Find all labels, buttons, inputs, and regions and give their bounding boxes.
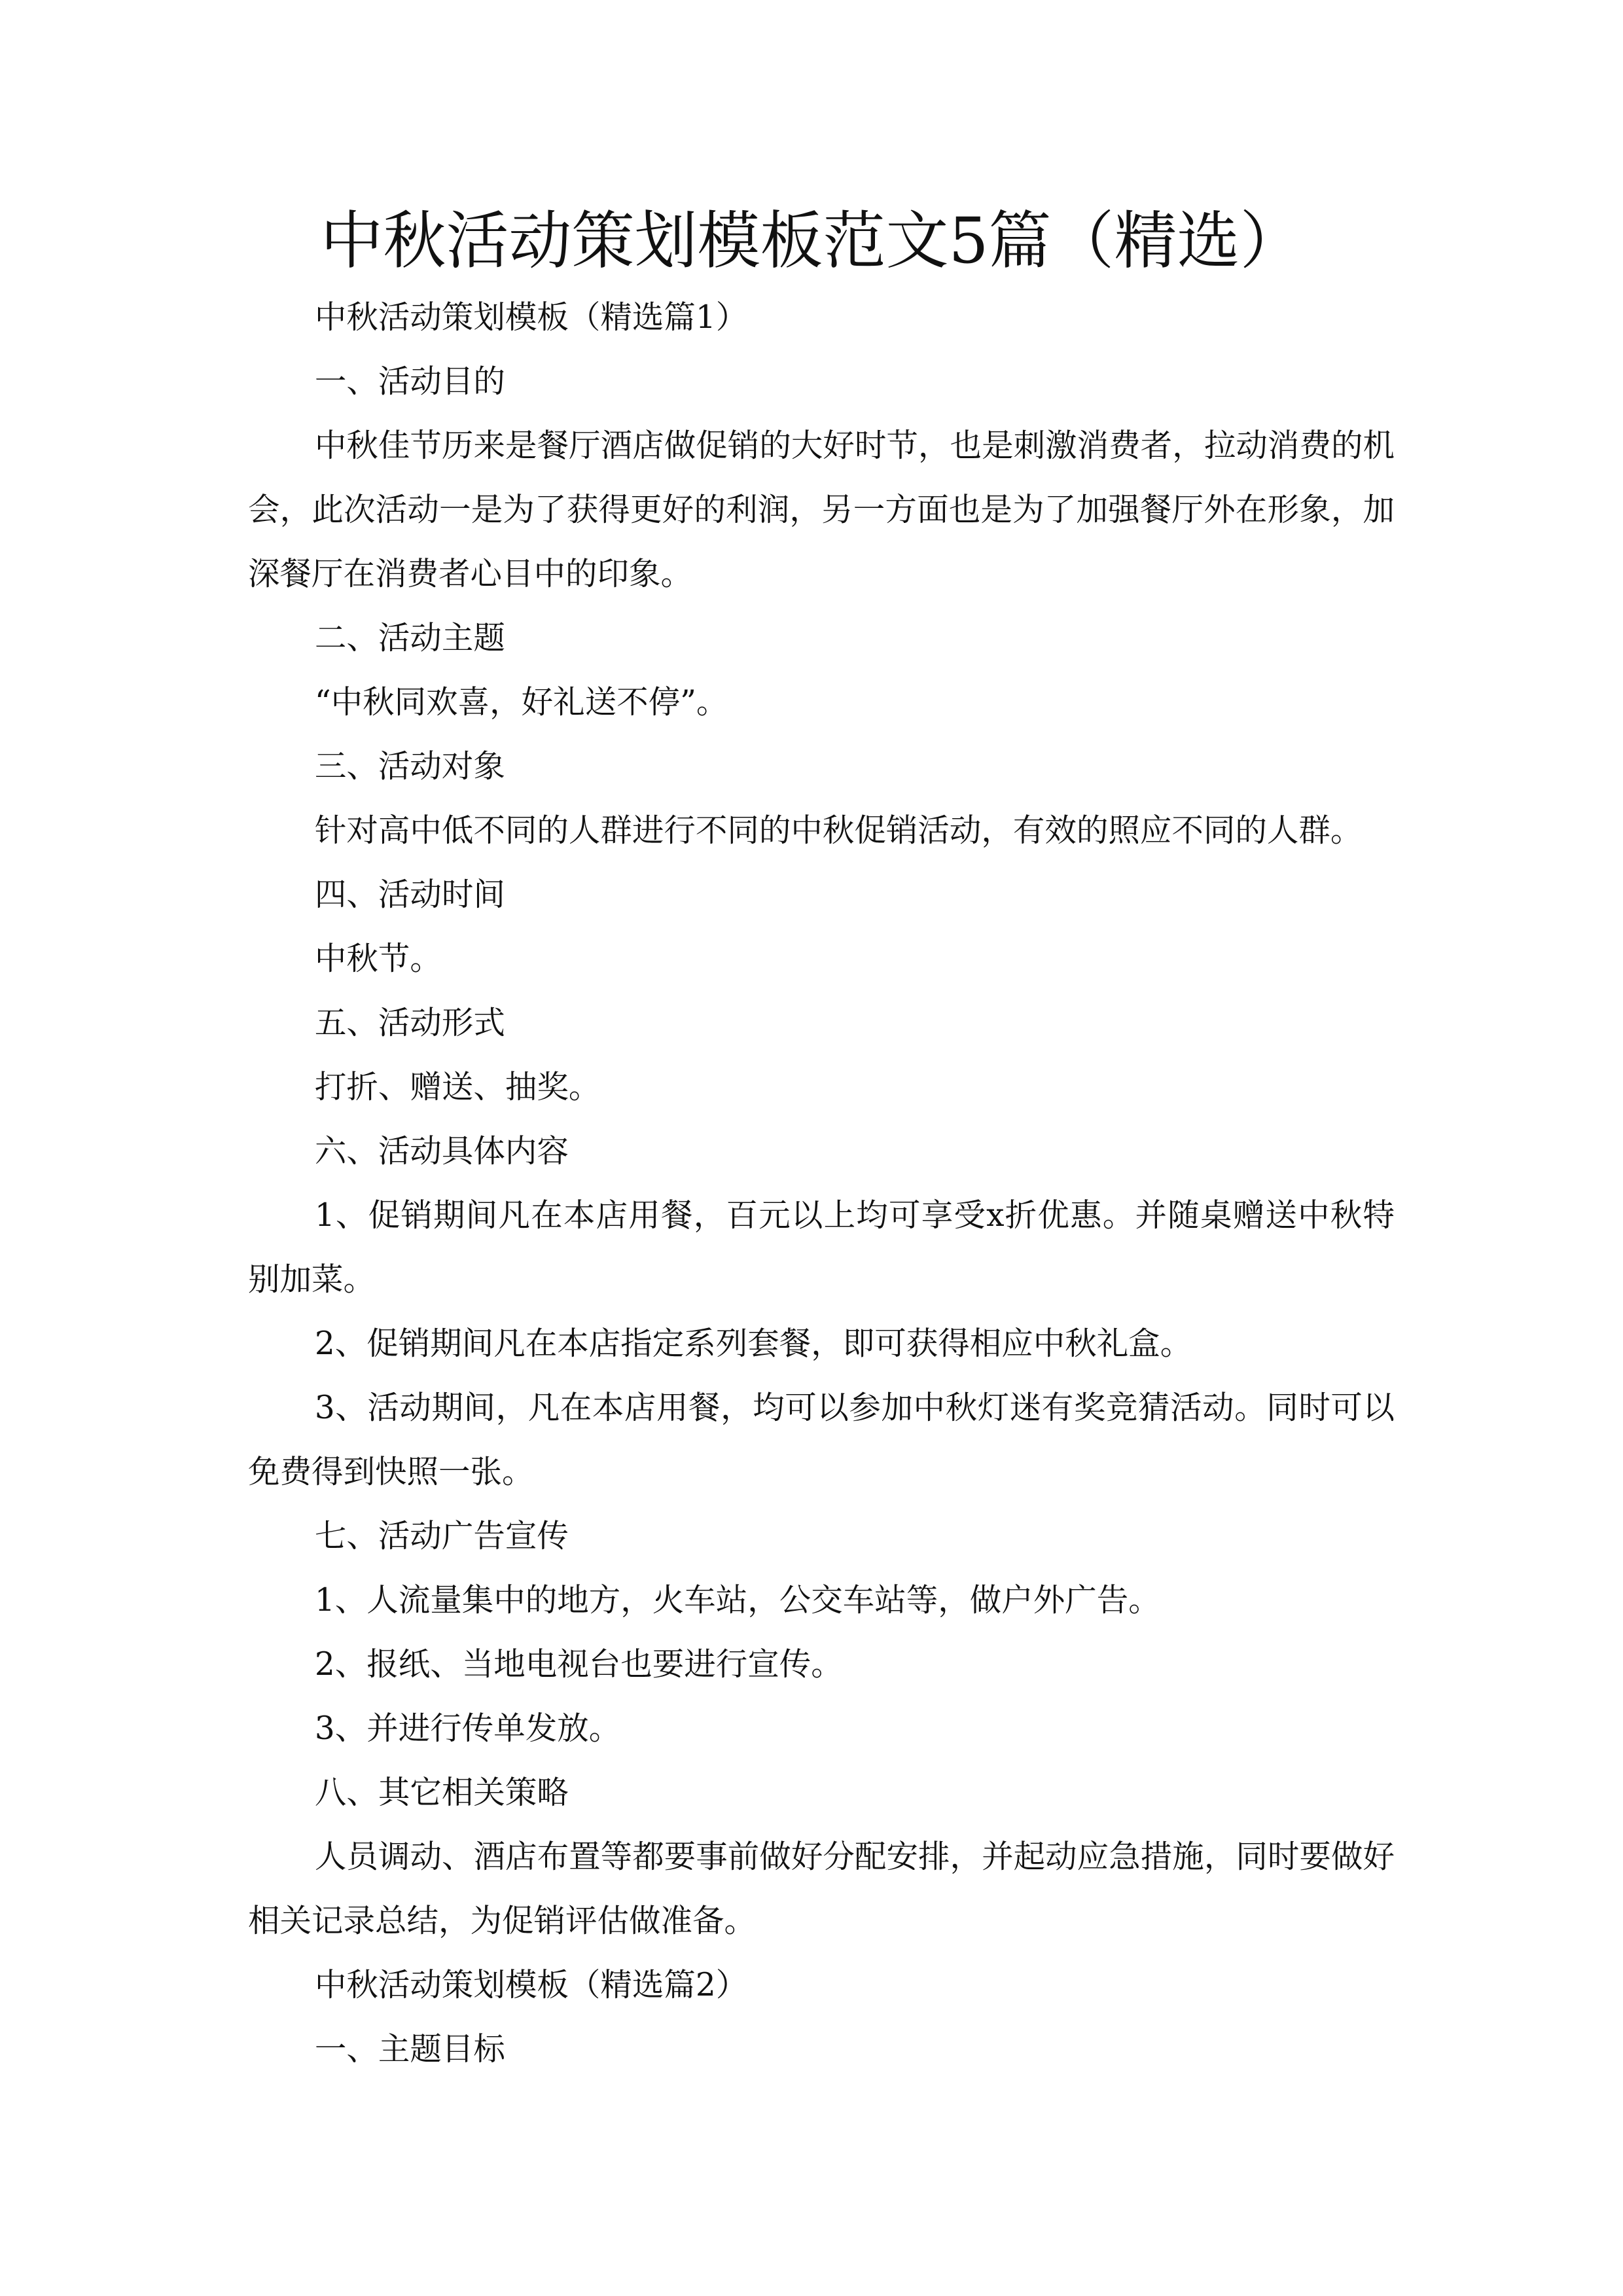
paragraph: 1、人流量集中的地方，火车站，公交车站等，做户外广告。 (314, 1582, 1160, 1619)
document-title: 中秋活动策划模板范文5篇（精选） (320, 204, 1303, 278)
paragraph: 打折、赠送、抽奖。 (314, 1069, 601, 1105)
paragraph: 中秋节。 (314, 941, 442, 977)
paragraph: 2、报纸、当地电视台也要进行宣传。 (314, 1646, 843, 1683)
paragraph: 1、促销期间凡在本店用餐，百元以上均可享受x折优惠。并随桌赠送中秋特别加菜。 (248, 1197, 1395, 1298)
paragraph: 2、促销期间凡在本店指定系列套餐，即可获得相应中秋礼盒。 (314, 1325, 1192, 1362)
paragraph: 一、活动目的 (314, 363, 505, 400)
paragraph: 中秋活动策划模板（精选篇2） (314, 1967, 748, 2003)
paragraph: 三、活动对象 (314, 748, 505, 785)
paragraph: 四、活动时间 (314, 876, 505, 913)
paragraph: 八、其它相关策略 (314, 1774, 569, 1811)
document-body (248, 285, 1395, 2081)
paragraph: 3、活动期间，凡在本店用餐，均可以参加中秋灯迷有奖竞猜活动。同时可以免费得到快照一张。 (248, 1390, 1395, 1490)
paragraph: 人员调动、酒店布置等都要事前做好分配安排，并起动应急措施，同时要做好相关记录总结，为促销评估做准备。 (248, 1839, 1395, 1939)
paragraph: 二、活动主题 (314, 620, 505, 656)
paragraph: 七、活动广告宣传 (314, 1518, 569, 1554)
paragraph: “中秋同欢喜，好礼送不停”。 (314, 684, 728, 721)
paragraph: 五、活动形式 (314, 1005, 505, 1041)
paragraph: 一、主题目标 (314, 2031, 505, 2068)
paragraph: 六、活动具体内容 (314, 1133, 569, 1170)
paragraph: 中秋活动策划模板（精选篇1） (314, 299, 748, 336)
paragraph: 3、并进行传单发放。 (314, 1710, 621, 1747)
paragraph: 针对高中低不同的人群进行不同的中秋促销活动，有效的照应不同的人群。 (314, 812, 1363, 849)
paragraph: 中秋佳节历来是餐厅酒店做促销的大好时节，也是刺激消费者，拉动消费的机会，此次活动一是为了获得更好的利润，另一方面也是为了加强餐厅外在形象，加深餐厅在消费者心目中的印象。 (248, 427, 1395, 592)
